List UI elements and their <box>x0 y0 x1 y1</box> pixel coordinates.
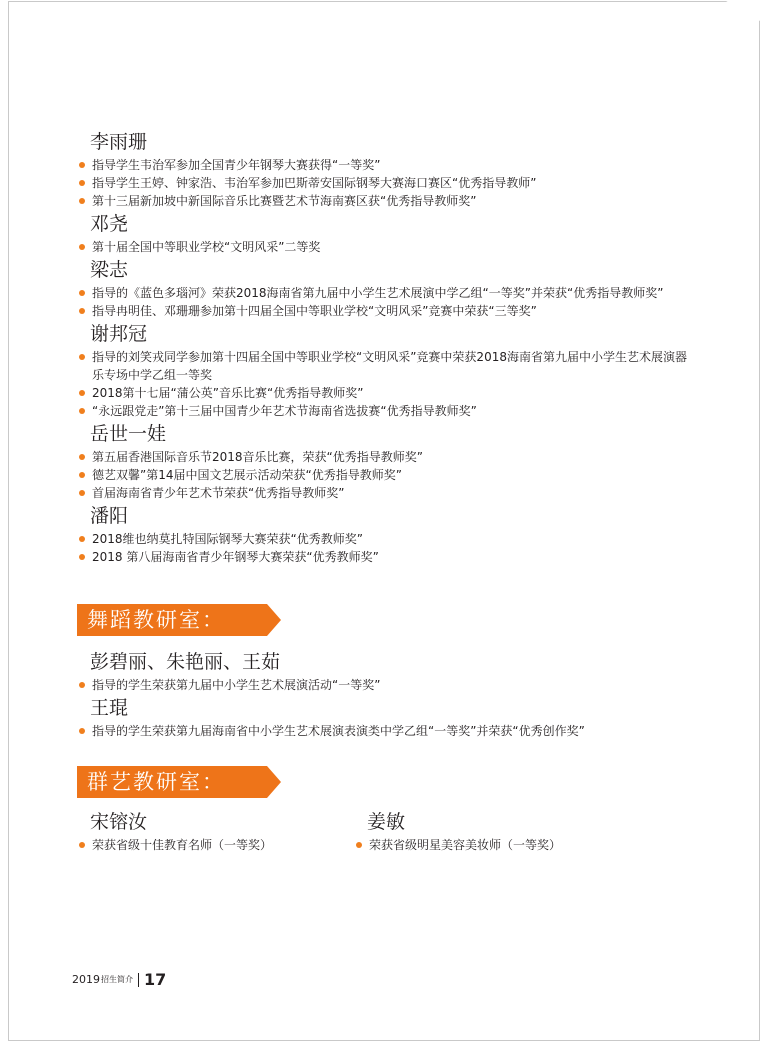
teacher-group <box>77 648 697 694</box>
award-text: 2018维也纳莫扎特国际钢琴大赛荣获“优秀教师奖” <box>92 532 363 546</box>
bullet-icon <box>79 244 85 250</box>
page-footer <box>72 970 166 989</box>
award-text: 荣获省级十佳教育名师（一等奖） <box>92 838 273 852</box>
bullet-icon <box>79 198 85 204</box>
award-text: 荣获省级明星美容美妆师（一等奖） <box>369 838 562 852</box>
main-content <box>77 128 697 854</box>
teacher-group <box>77 420 697 502</box>
award-text: 2018第十七届“蒲公英”音乐比赛“优秀指导教师奖” <box>92 386 364 400</box>
award-item <box>354 836 631 854</box>
arts-section-header <box>77 766 267 798</box>
award-item <box>77 284 697 302</box>
bullet-icon <box>79 162 85 168</box>
bullet-icon <box>79 290 85 296</box>
award-text: 第五届香港国际音乐节2018音乐比赛，荣获“优秀指导教师奖” <box>92 450 423 464</box>
award-text: 指导学生王婷、钟家浩、韦治军参加巴斯蒂安国际钢琴大赛海口赛区“优秀指导教师” <box>92 176 537 190</box>
footer-label: 招生简介 <box>101 975 133 984</box>
teacher-name: 宋镕汝 <box>90 811 148 833</box>
bullet-icon <box>79 180 85 186</box>
teacher-name: 邓尧 <box>90 213 129 235</box>
bullet-icon <box>79 390 85 396</box>
award-item <box>77 548 697 566</box>
bullet-icon <box>79 308 85 314</box>
bullet-icon <box>79 554 85 560</box>
award-item <box>77 448 697 466</box>
award-item <box>77 402 697 420</box>
footer-year: 2019 <box>72 973 100 986</box>
teacher-name: 李雨珊 <box>90 131 148 153</box>
teacher-group <box>77 502 697 566</box>
teacher-name: 谢邦冠 <box>90 323 148 345</box>
award-item <box>77 676 697 694</box>
teacher-name: 梁志 <box>90 259 129 281</box>
teacher-group <box>77 694 697 740</box>
bullet-icon <box>79 728 85 734</box>
teacher-name: 王琨 <box>90 697 129 719</box>
award-item <box>77 238 697 256</box>
page-number: 17 <box>144 970 167 989</box>
teacher-group <box>77 320 697 420</box>
award-text: 2018 第八届海南省青少年钢琴大赛荣获“优秀教师奖” <box>92 550 379 564</box>
bullet-icon <box>79 454 85 460</box>
arts-left-column <box>77 808 354 854</box>
teacher-name: 彭碧丽、朱艳丽、王茹 <box>90 651 281 673</box>
award-text: 德艺双馨”第14届中国文艺展示活动荣获“优秀指导教师奖” <box>92 468 402 482</box>
footer-divider <box>138 973 139 987</box>
teacher-name: 潘阳 <box>90 505 129 527</box>
award-text: 指导的学生荣获第九届中小学生艺术展演活动“一等奖” <box>92 678 381 692</box>
award-text: 指导的学生荣获第九届海南省中小学生艺术展演表演类中学乙组“一等奖”并荣获“优秀创作奖” <box>92 724 585 738</box>
award-item <box>77 174 697 192</box>
award-item <box>77 348 697 384</box>
dance-section-header <box>77 604 267 636</box>
teacher-name: 岳世一娃 <box>90 423 167 445</box>
bullet-icon <box>79 490 85 496</box>
award-item <box>77 156 697 174</box>
bullet-icon <box>79 842 85 848</box>
bullet-icon <box>79 682 85 688</box>
award-item <box>77 302 697 320</box>
award-item <box>77 722 697 740</box>
award-text: 指导学生韦治军参加全国青少年钢琴大赛获得“一等奖” <box>92 158 381 172</box>
award-item <box>77 484 697 502</box>
bullet-icon <box>356 842 362 848</box>
dance-groups <box>77 648 697 740</box>
award-text: 首届海南省青少年艺术节荣获“优秀指导教师奖” <box>92 486 345 500</box>
award-item <box>77 384 697 402</box>
award-text: 第十三届新加坡中新国际音乐比赛暨艺术节海南赛区获“优秀指导教师奖” <box>92 194 477 208</box>
teacher-group <box>77 128 697 210</box>
teacher-name: 姜敏 <box>367 811 406 833</box>
bullet-icon <box>79 408 85 414</box>
award-text: 指导冉明佳、邓珊珊参加第十四届全国中等职业学校“文明风采”竞赛中荣获“三等奖” <box>92 304 537 318</box>
dance-section-title: 舞蹈教研室： <box>87 608 225 632</box>
arts-section-title: 群艺教研室： <box>87 770 225 794</box>
teacher-group <box>77 210 697 256</box>
award-text: 第十届全国中等职业学校“文明风采”二等奖 <box>92 240 321 254</box>
award-item <box>77 466 697 484</box>
award-text: 指导的刘笑戎同学参加第十四届全国中等职业学校“文明风采”竞赛中荣获2018海南省第九届中小学生艺术展演器乐专场中学乙组一等奖 <box>92 350 687 382</box>
teacher-group <box>77 256 697 320</box>
award-item <box>77 192 697 210</box>
arts-columns <box>77 808 697 854</box>
award-item <box>77 530 697 548</box>
music-groups <box>77 128 697 566</box>
award-text: “永远跟党走”第十三届中国青少年艺术节海南省选拔赛“优秀指导教师奖” <box>92 404 477 418</box>
bullet-icon <box>79 354 85 360</box>
bullet-icon <box>79 472 85 478</box>
arts-right-column <box>354 808 631 854</box>
award-text: 指导的《蓝色多瑙河》荣获2018海南省第九届中小学生艺术展演中学乙组“一等奖”并荣获“优秀指导教师奖” <box>92 286 664 300</box>
bullet-icon <box>79 536 85 542</box>
award-item <box>77 836 354 854</box>
page-corner-fold <box>726 1 760 21</box>
